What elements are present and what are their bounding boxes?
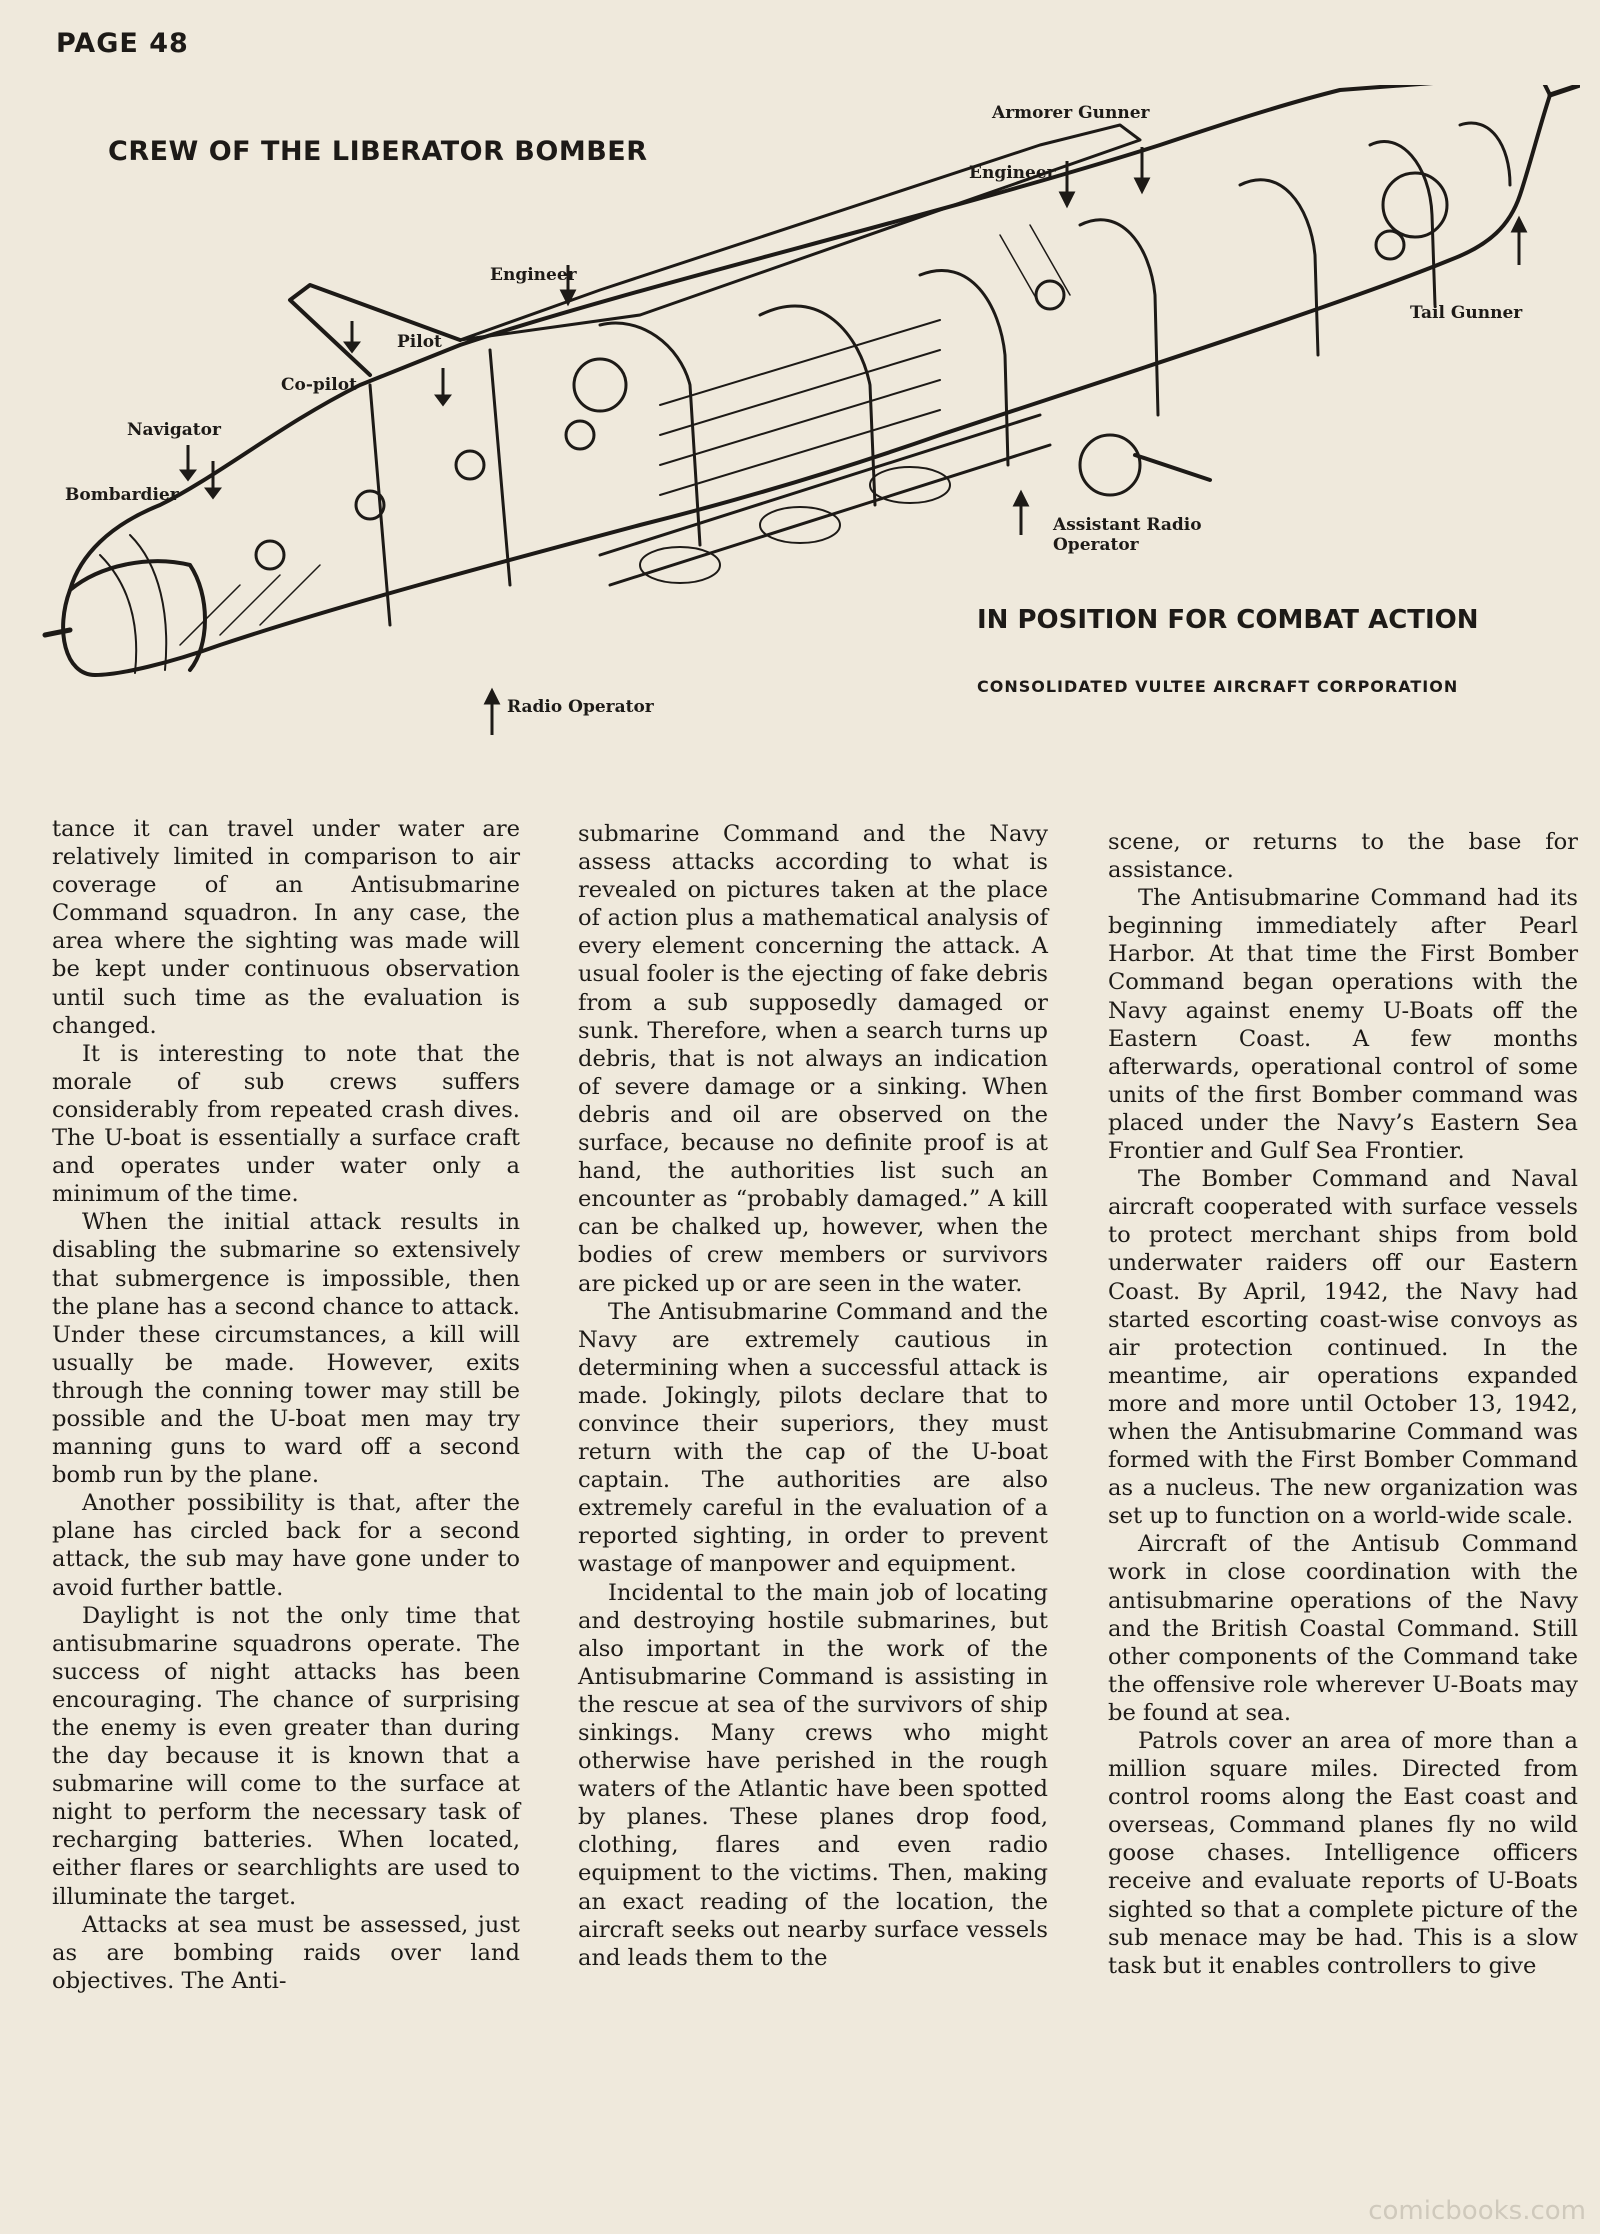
figure-title: CREW OF THE LIBERATOR BOMBER	[108, 136, 648, 167]
page-number: PAGE 48	[56, 28, 189, 59]
figure-label-assistant-radio-line1: Assistant Radio	[1053, 515, 1202, 535]
paragraph: Aircraft of the Antisub Command work in close coordination with the antisubmarine operations of the Navy and the British Coastal Command. Still other components of the Command take the offensive role wherever U-Boats may be found at sea.	[1108, 1531, 1578, 1726]
paragraph: Attacks at sea must be assessed, just as are bombing raids over land objectives. The Anti-	[52, 1911, 520, 1994]
paragraph: The Antisubmarine Command and the Navy are extremely cautious in determining when a successful attack is made. Jokingly, pilots declare that to convince their superiors, they must return with the cap of the U-boat captain. The authorities are also extremely careful in the evaluation of a reported sighting, in order to prevent wastage of manpower and equipment.	[578, 1298, 1048, 1578]
figure-label-co-pilot: Co-pilot	[281, 375, 357, 395]
figure-label-pilot: Pilot	[397, 332, 442, 352]
figure-label-armorer-gunner: Armorer Gunner	[992, 103, 1150, 123]
text-column-3	[1108, 828, 1578, 1980]
figure-label-bombardier: Bombardier	[65, 485, 179, 505]
paragraph: Patrols cover an area of more than a million square miles. Directed from control rooms along the East coast and overseas, Command planes fly no wild goose chases. Intelligence officers receive and evaluate reports of U-Boats sighted so that a complete picture of the sub menace may be had. This is a slow task but it enables controllers to give	[1108, 1728, 1578, 1979]
bomber-cutaway-illustration	[40, 85, 1580, 765]
figure-label-assistant-radio-line2: Operator	[1053, 535, 1139, 555]
figure-caption: IN POSITION FOR COMBAT ACTION	[977, 605, 1479, 635]
watermark: comicbooks.com	[1368, 2196, 1586, 2226]
figure-label-engineer-front: Engineer	[490, 265, 577, 285]
bomber-cutaway-figure	[40, 85, 1580, 765]
figure-label-tail-gunner: Tail Gunner	[1410, 303, 1523, 323]
paragraph: Incidental to the main job of locating and destroying hostile submarines, but also important in the work of the Antisubmarine Command is assisting in the rescue at sea of the survivors of ship sinkings. Many crews who might otherwise have perished in the rough waters of the Atlantic have been spotted by planes. These planes drop food, clothing, flares and even radio equipment to the victims. Then, making an exact reading of the location, the aircraft seeks out nearby surface vessels and leads them to the	[578, 1579, 1048, 1971]
paragraph: Another possibility is that, after the plane has circled back for a second attack, the sub may have gone under to avoid further battle.	[52, 1490, 520, 1601]
text-column-2	[578, 820, 1048, 1972]
paragraph: tance it can travel under water are relatively limited in comparison to air coverage of an Antisubmarine Command squadron. In any case, the area where the sighting was made will be kept under continuous observation until such time as the evaluation is changed.	[52, 816, 520, 1039]
paragraph: The Antisubmarine Command had its beginning immediately after Pearl Harbor. At that time the First Bomber Command began operations with the Navy against enemy U-Boats off the Eastern Coast. A few months afterwards, operational control of some units of the first Bomber command was placed under the Navy’s Eastern Sea Frontier and Gulf Sea Frontier.	[1108, 885, 1578, 1165]
figure-label-navigator: Navigator	[127, 420, 221, 440]
paragraph: The Bomber Command and Naval aircraft cooperated with surface vessels to protect merchant ships from bold underwater raiders off our Eastern Coast. By April, 1942, the Navy had started escorting coast-wise convoys as air protection continued. In the meantime, air operations expanded more and more until October 13, 1942, when the Antisubmarine Command was formed with the First Bomber Command as a nucleus. The new organization was set up to function on a world-wide scale.	[1108, 1166, 1578, 1530]
paragraph: scene, or returns to the base for assistance.	[1108, 829, 1578, 884]
paragraph: submarine Command and the Navy assess attacks according to what is revealed on pictures taken at the place of action plus a mathematical analysis of every element concerning the attack. A usual fooler is the ejecting of fake debris from a sub supposedly damaged or sunk. Therefore, when a search turns up debris, that is not always an indication of severe damage or a sinking. When debris and oil are observed on the surface, because no definite proof is at hand, the authorities list such an encounter as “probably damaged.” A kill can be chalked up, however, when the bodies of crew members or survivors are picked up or are seen in the water.	[578, 821, 1048, 1297]
figure-credit: CONSOLIDATED VULTEE AIRCRAFT CORPORATION	[977, 677, 1459, 696]
figure-label-radio-operator: Radio Operator	[507, 697, 654, 717]
paragraph: When the initial attack results in disabling the submarine so extensively that submergence is impossible, then the plane has a second chance to attack. Under these circumstances, a kill will usually be made. However, exits through the conning tower may still be possible and the U-boat men may try manning guns to ward off a second bomb run by the plane.	[52, 1209, 520, 1489]
text-column-1	[52, 815, 520, 1995]
figure-label-engineer-rear: Engineer	[969, 163, 1056, 183]
paragraph: Daylight is not the only time that antisubmarine squadrons operate. The success of night attacks has been encouraging. The chance of surprising the enemy is even greater than during the day because it is known that a submarine will come to the surface at night to perform the necessary task of recharging batteries. When located, either flares or searchlights are used to illuminate the target.	[52, 1602, 520, 1910]
figure-label-assistant-radio-operator	[1053, 515, 1202, 555]
paragraph: It is interesting to note that the morale of sub crews suffers considerably from repeated crash dives. The U-boat is essentially a surface craft and operates under water only a minimum of the time.	[52, 1040, 520, 1208]
